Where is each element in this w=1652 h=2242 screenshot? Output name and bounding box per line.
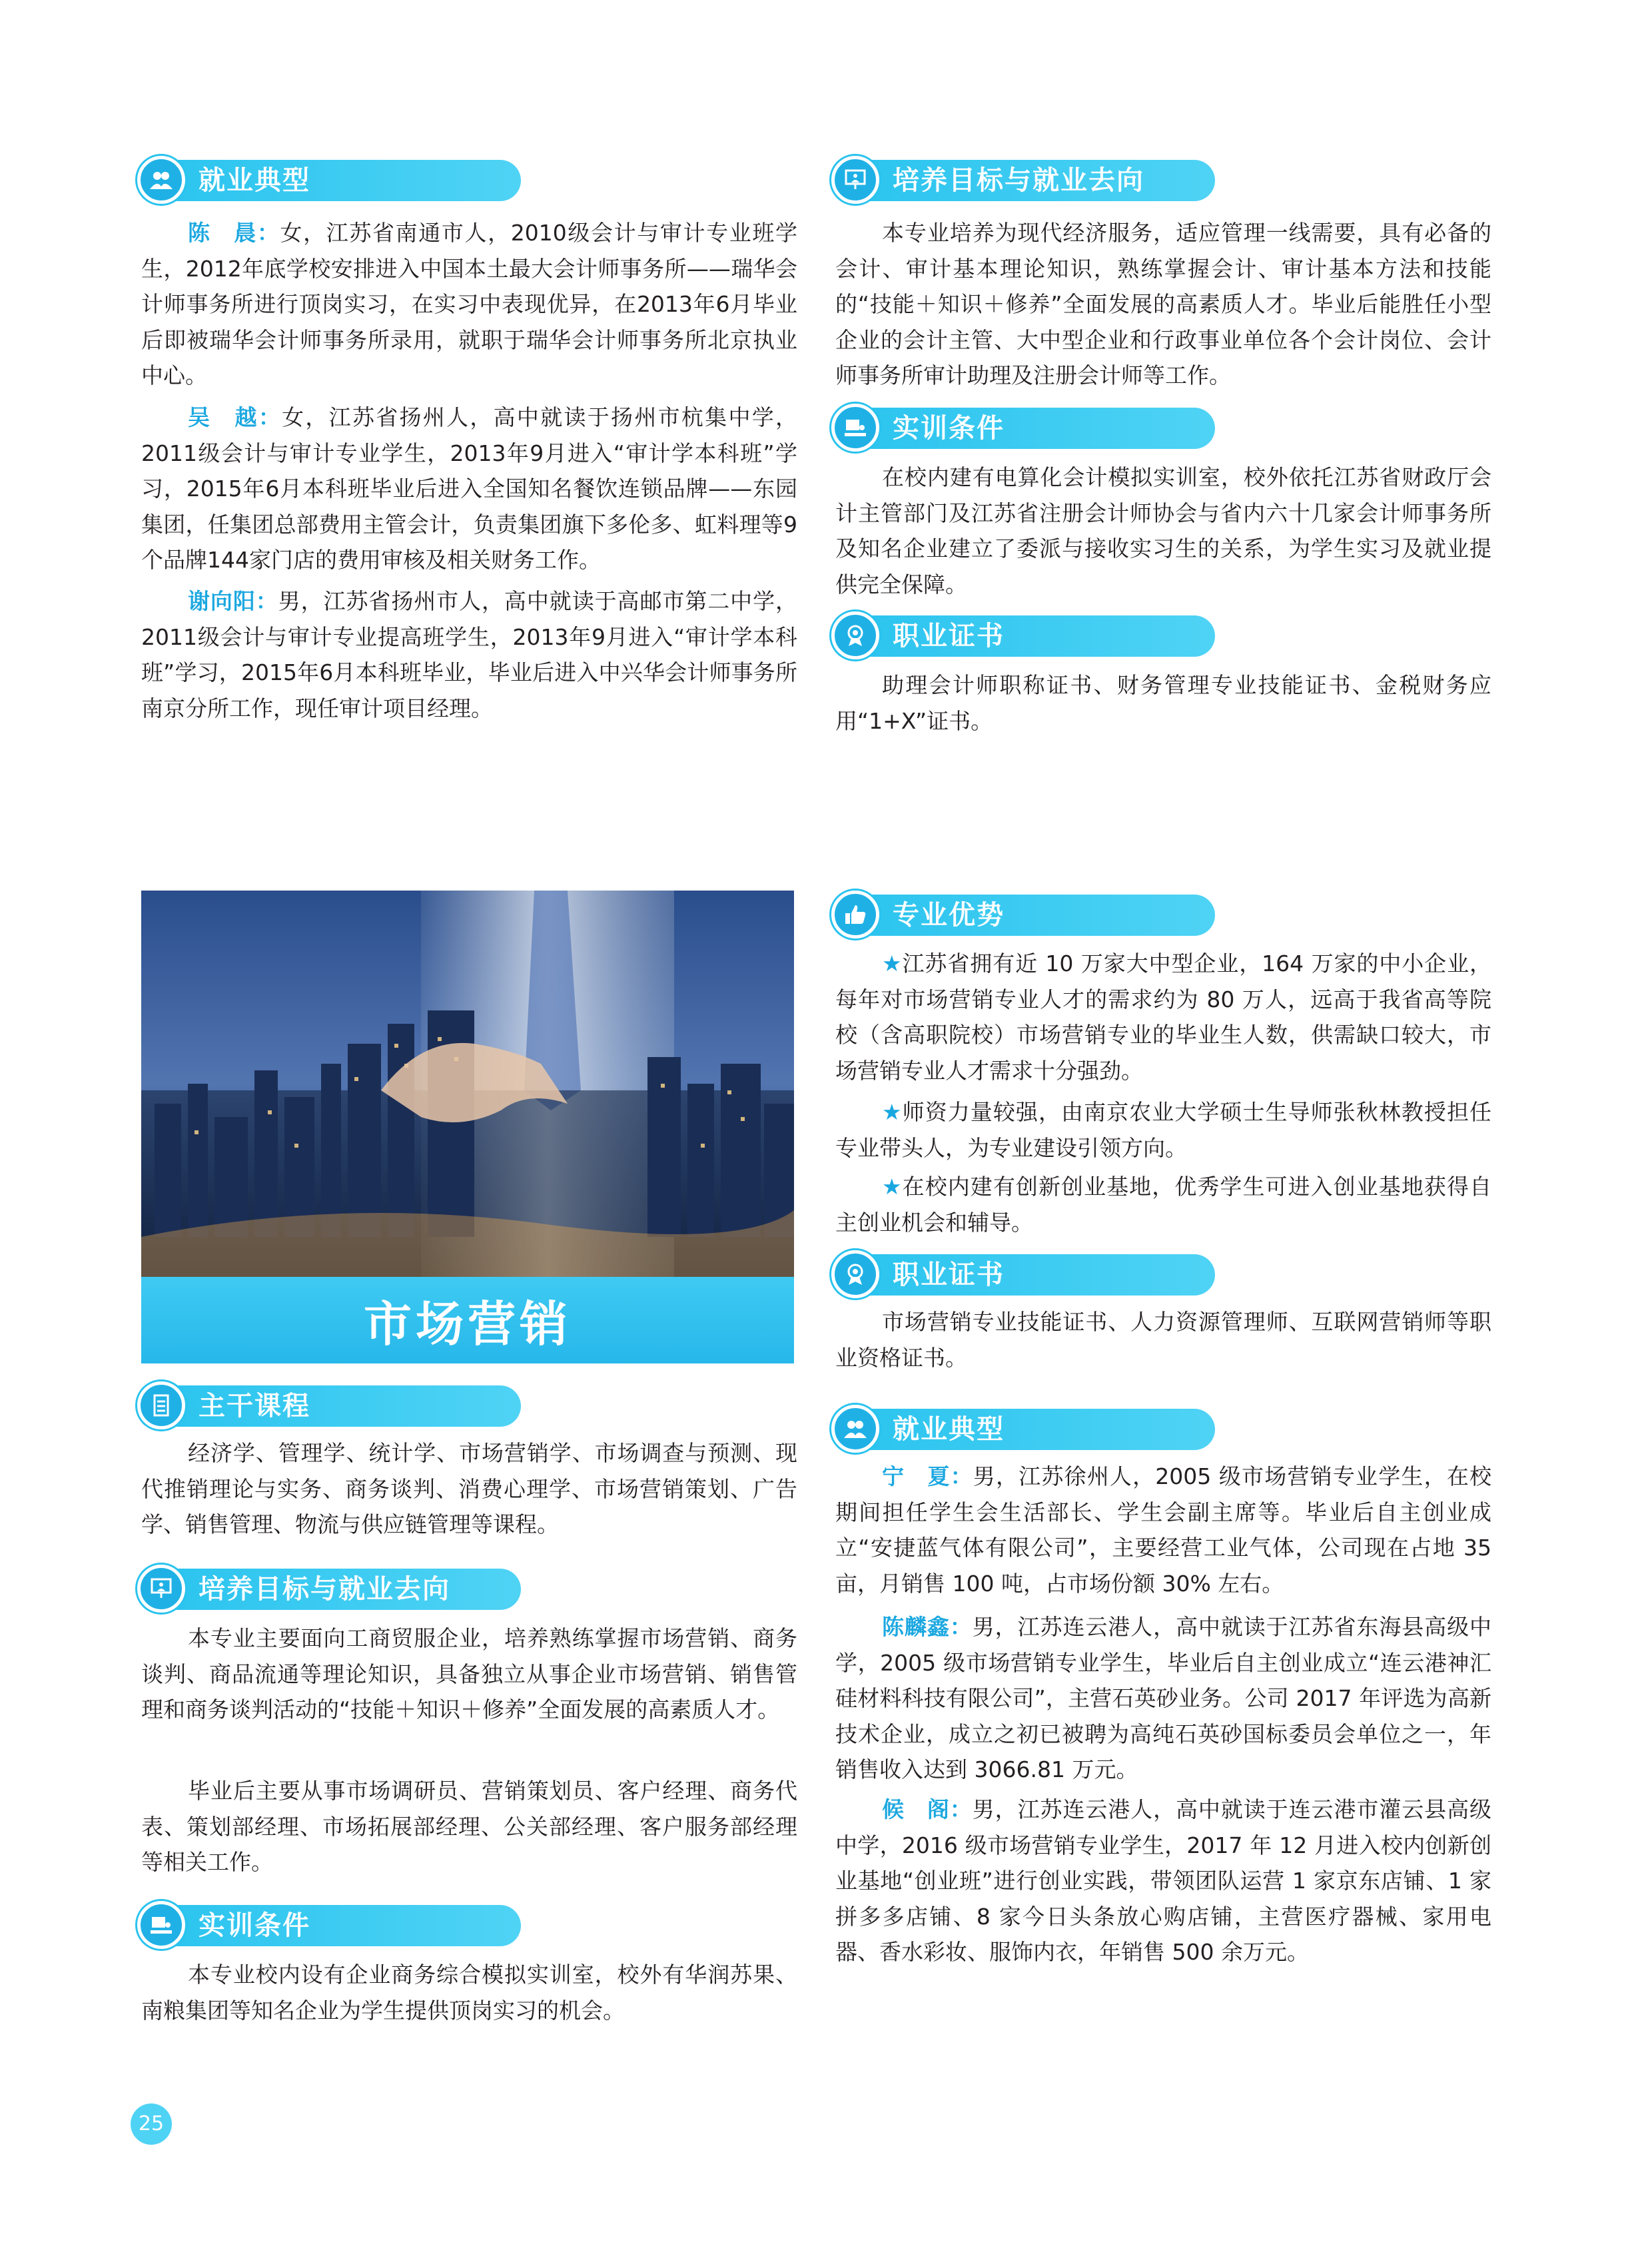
city-handshake-photo xyxy=(141,891,794,1277)
book-icon xyxy=(137,1381,185,1429)
people-icon xyxy=(137,156,185,204)
section-header-goal xyxy=(835,160,1215,201)
section-title: 职业证书 xyxy=(893,1260,1005,1290)
section-header-goal xyxy=(141,1569,521,1610)
lab-icon xyxy=(831,404,879,452)
person-paragraph xyxy=(835,1609,1491,1788)
section-title: 培养目标与就业去向 xyxy=(893,165,1144,196)
people-icon xyxy=(831,1405,879,1453)
advantage-text: 在校内建有创新创业基地，优秀学生可进入创业基地获得自主创业机会和辅导。 xyxy=(835,1174,1491,1236)
advantage-item xyxy=(835,946,1491,1088)
person-name: 陈 晨： xyxy=(188,220,280,246)
page-number: 25 xyxy=(131,2103,172,2145)
medal-icon xyxy=(831,1250,879,1298)
goal-paragraph: 本专业主要面向工商贸服企业，培养熟练掌握市场营销、商务谈判、商品流通等理论知识，具备独立从事企业市场营销、销售管理和商务谈判活动的“技能＋知识＋修养”全面发展的高素质人才。 xyxy=(141,1625,797,1722)
training-paragraph: 本专业校内设有企业商务综合模拟实训室，校外有华润苏果、南粮集团等知名企业为学生提供顶岗实习的机会。 xyxy=(141,1962,797,2024)
section-header-training xyxy=(835,408,1215,449)
presentation-icon xyxy=(831,156,879,204)
person-paragraph xyxy=(835,1792,1491,1970)
advantage-text: 江苏省拥有近 10 万家大中型企业，164 万家的中小企业，每年对市场营销专业人才的需求约为 80 万人，远高于我省高等院校（含高职院校）市场营销专业的毕业生人数，供需缺口较大，市场营销专业人才需求十分强劲。 xyxy=(835,950,1491,1084)
star-icon: ★ xyxy=(882,1099,903,1125)
person-name: 宁 夏： xyxy=(882,1463,973,1489)
thumbs-up-icon xyxy=(831,891,879,938)
advantage-item xyxy=(835,1169,1491,1240)
person-text: 女，江苏省扬州人，高中就读于扬州市杭集中学，2011级会计与审计专业学生，2013年9月进入“审计学本科班”学习，2015年6月本科班毕业后进入全国知名餐饮连锁品牌——东园集团，任集团总部费用主管会计，负责集团旗下多伦多、虹料理等9个品牌144家门店的费用审核及相关财务工作。 xyxy=(141,404,798,573)
medal-icon xyxy=(831,611,879,659)
person-paragraph xyxy=(141,400,797,578)
person-name: 候 阁： xyxy=(882,1796,973,1822)
section-header-career xyxy=(141,160,521,201)
person-paragraph xyxy=(835,1459,1491,1601)
training-paragraph: 在校内建有电算化会计模拟实训室，校外依托江苏省财政厅会计主管部门及江苏省注册会计师协会与省内六十几家会计师事务所及知名企业建立了委派与接收实习生的关系，为学生实习及就业提供完全保障。 xyxy=(835,464,1491,597)
person-text: 女，江苏省南通市人，2010级会计与审计专业班学生，2012年底学校安排进入中国本土最大会计师事务所——瑞华会计师事务所进行顶岗实习，在实习中表现优异，在2013年6月毕业后即被瑞华会计师事务所录用，就职于瑞华会计师事务所北京执业中心。 xyxy=(141,220,798,388)
star-icon: ★ xyxy=(882,950,903,976)
section-title: 职业证书 xyxy=(893,621,1005,651)
section-title: 实训条件 xyxy=(893,413,1005,444)
section-title: 实训条件 xyxy=(199,1910,310,1941)
person-name: 陈麟鑫： xyxy=(882,1614,973,1640)
star-icon: ★ xyxy=(882,1174,903,1200)
advantage-item xyxy=(835,1094,1491,1166)
person-name: 谢向阳： xyxy=(188,588,278,614)
person-text: 男，江苏徐州人，2005 级市场营销专业学生，在校期间担任学生会生活部长、学生会副主席等。毕业后自主创业成立“安捷蓝气体有限公司”，主要经营工业气体，公司现在占地 35 亩，月销售 100 吨，占市场份额 30% 左右。 xyxy=(835,1463,1492,1597)
lab-icon xyxy=(137,1901,185,1949)
section-header-advantage xyxy=(835,895,1215,936)
section-title: 专业优势 xyxy=(893,900,1005,931)
person-paragraph xyxy=(141,215,797,394)
marketing-photo-block xyxy=(141,891,794,1363)
person-name: 吴 越： xyxy=(188,404,282,430)
section-title: 主干课程 xyxy=(199,1391,310,1421)
cert-paragraph: 助理会计师职称证书、财务管理专业技能证书、金税财务应用“1+X”证书。 xyxy=(835,672,1491,734)
goal-paragraph: 本专业培养为现代经济服务，适应管理一线需要，具有必备的会计、审计基本理论知识，熟练掌握会计、审计基本方法和技能的“技能＋知识＋修养”全面发展的高素质人才。毕业后能胜任小型企业的会计主管、大中型企业和行政事业单位各个会计岗位、会计师事务所审计助理及注册会计师等工作。 xyxy=(835,220,1491,388)
section-header-training xyxy=(141,1905,521,1946)
goal-paragraph: 毕业后主要从事市场调研员、营销策划员、客户经理、商务代表、策划部经理、市场拓展部经理、公关部经理、客户服务部经理等相关工作。 xyxy=(141,1778,797,1875)
person-text: 男，江苏省扬州市人，高中就读于高邮市第二中学，2011级会计与审计专业提高班学生，2013年9月进入“审计学本科班”学习，2015年6月本科班毕业，毕业后进入中兴华会计师事务所南京分所工作，现任审计项目经理。 xyxy=(141,588,798,721)
courses-paragraph: 经济学、管理学、统计学、市场营销学、市场调查与预测、现代推销理论与实务、商务谈判、消费心理学、市场营销策划、广告学、销售管理、物流与供应链管理等课程。 xyxy=(141,1440,797,1537)
section-header-cert xyxy=(835,1254,1215,1296)
person-paragraph xyxy=(141,583,797,726)
section-header-courses xyxy=(141,1385,521,1427)
presentation-icon xyxy=(137,1565,185,1613)
section-title: 就业典型 xyxy=(893,1414,1005,1445)
advantage-text: 师资力量较强，由南京农业大学硕士生导师张秋林教授担任专业带头人，为专业建设引领方向。 xyxy=(835,1099,1491,1161)
person-text: 男，江苏连云港人，高中就读于江苏省东海县高级中学，2005 级市场营销专业学生，毕业后自主创业成立“连云港神汇硅材料科技有限公司”，主营石英砂业务。公司 2017 年评选为高新技术企业，成立之初已被聘为高纯石英砂国标委员会单位之一，年销售收入达到 3066.81 万元。 xyxy=(835,1614,1492,1782)
section-title: 培养目标与就业去向 xyxy=(199,1574,450,1605)
major-banner xyxy=(141,1277,794,1363)
person-text: 男，江苏连云港人，高中就读于连云港市灌云县高级中学，2016 级市场营销专业学生，2017 年 12 月进入校内创新创业基地“创业班”进行创业实践，带领团队运营 1 家京东店铺、1 家拼多多店铺、8 家今日头条放心购店铺，主营医疗器械、家用电器、香水彩妆、服饰内衣，年销售 500 余万元。 xyxy=(835,1796,1492,1965)
section-title: 就业典型 xyxy=(199,165,310,196)
major-title: 市场营销 xyxy=(363,1296,572,1352)
section-header-cert xyxy=(835,615,1215,657)
section-header-career xyxy=(835,1409,1215,1450)
cert-paragraph: 市场营销专业技能证书、人力资源管理师、互联网营销师等职业资格证书。 xyxy=(835,1309,1491,1371)
